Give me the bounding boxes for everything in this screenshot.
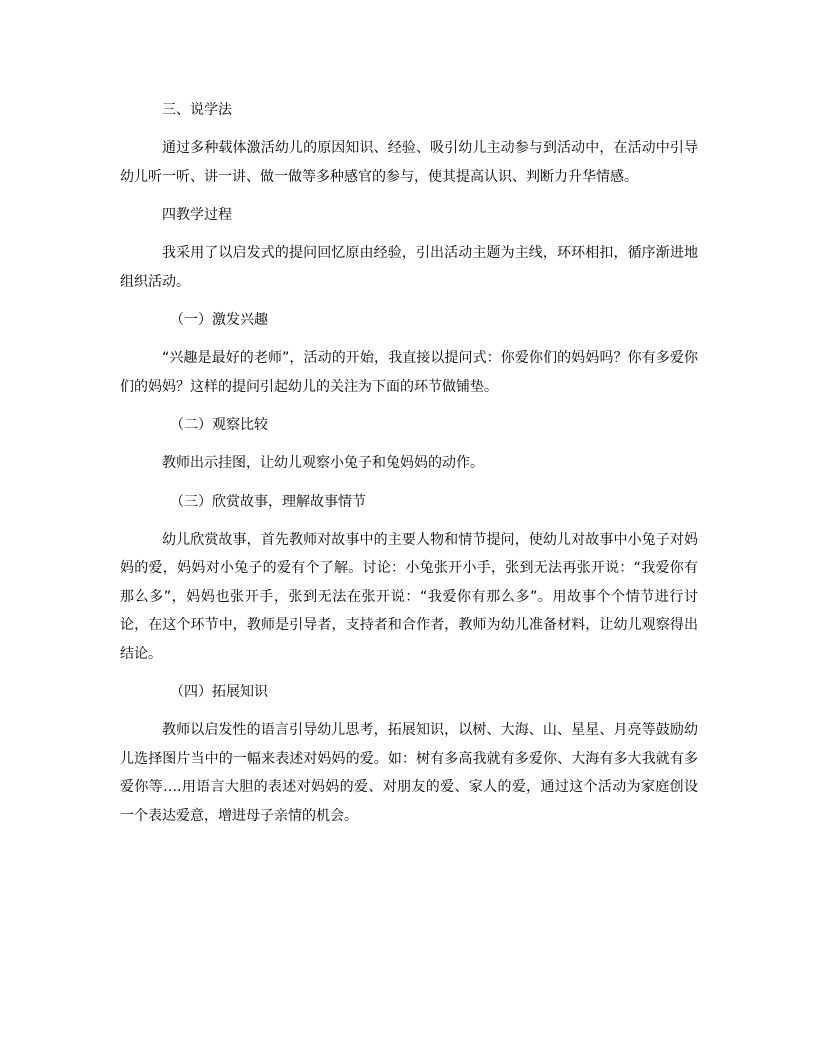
paragraph-stimulate-interest: “兴趣是最好的老师”，活动的开始，我直接以提问式：你爱你们的妈妈吗？你有多爱你们的妈妈？这样的提问引起幼儿的关注为下面的环节做铺垫。	[120, 350, 698, 395]
section-heading-study-method: 三、说学法	[162, 102, 232, 118]
paragraph-teaching-process: 我采用了以启发式的提问回忆原由经验，引出活动主题为主线，环环相扣，循序渐进地组织活动。	[120, 245, 698, 290]
paragraph-observe-compare: 教师出示挂图，让幼儿观察小兔子和兔妈妈的动作。	[162, 455, 484, 471]
subheading-expand-knowledge: （四）拓展知识	[170, 684, 268, 700]
document-body	[120, 96, 698, 840]
paragraph-appreciate-story: 幼儿欣赏故事，首先教师对故事中的主要人物和情节提问，使幼儿对故事中小兔子对妈妈的爱，妈妈对小兔子的爱有个了解。讨论：小兔张开小手，张到无法再张开说：“我爱你有那么多”，妈妈也张开手，张到无法在张开说：“我爱你有那么多”。用故事个个情节进行讨论，在这个环节中，教师是引导者，支持者和合作者，教师为幼儿准备材料，让幼儿观察得出结论。	[120, 531, 698, 662]
subheading-stimulate-interest: （一）激发兴趣	[170, 312, 268, 328]
subheading-appreciate-story: （三）欣赏故事，理解故事情节	[170, 493, 366, 510]
subheading-observe-compare: （二）观察比较	[170, 417, 268, 433]
paragraph-study-method: 通过多种载体激活幼儿的原因知识、经验、吸引幼儿主动参与到活动中，在活动中引导幼儿听一听、讲一讲、做一做等多种感官的参与，使其提高认识、判断力升华情感。	[120, 140, 698, 185]
section-heading-teaching-process: 四教学过程	[162, 207, 232, 223]
paragraph-expand-knowledge: 教师以启发性的语言引导幼儿思考，拓展知识，以树、大海、山、星星、月亮等鼓励幼儿选择图片当中的一幅来表述对妈妈的爱。如：树有多高我就有多爱你、大海有多大我就有多爱你等….用语言大胆的表述对妈妈的爱、对朋友的爱、家人的爱，通过这个活动为家庭创设一个表达爱意，增进母子亲情的机会。	[120, 722, 698, 824]
